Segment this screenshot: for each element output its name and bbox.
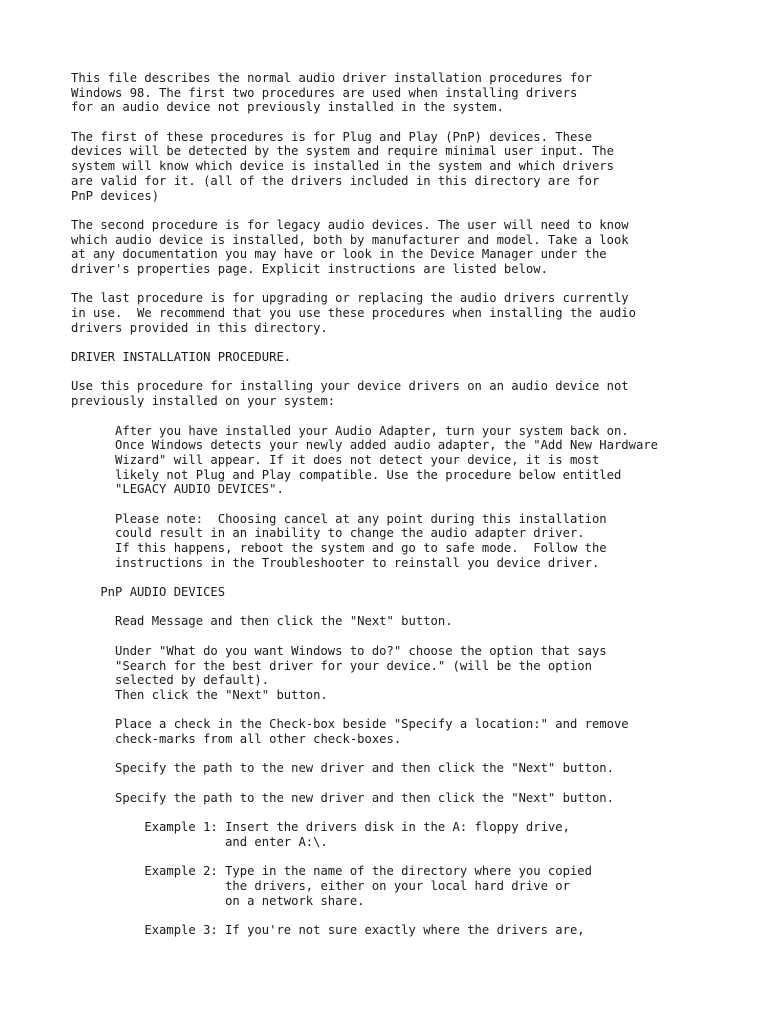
text-line: Example 2: Type in the name of the directory where you copied bbox=[71, 864, 592, 879]
text-line: Specify the path to the new driver and then click the "Next" button. bbox=[71, 790, 614, 805]
text-line: Place a check in the Check-box beside "Specify a location:" and remove bbox=[71, 717, 629, 732]
text-line: which audio device is installed, both by manufacturer and model. Take a look bbox=[71, 232, 629, 247]
text-line: "LEGACY AUDIO DEVICES". bbox=[71, 482, 284, 497]
text-line: After you have installed your Audio Adapter, turn your system back on. bbox=[71, 423, 629, 438]
text-line: on a network share. bbox=[71, 893, 365, 908]
text-line: PnP devices) bbox=[71, 188, 160, 203]
text-line: Example 3: If you're not sure exactly where the drivers are, bbox=[71, 922, 585, 937]
text-line: The last procedure is for upgrading or replacing the audio drivers currently bbox=[71, 291, 629, 306]
text-line: Then click the "Next" button. bbox=[71, 687, 328, 702]
text-line: Wizard" will appear. If it does not detect your device, it is most bbox=[71, 452, 600, 467]
text-line: If this happens, reboot the system and go to safe mode. Follow the bbox=[71, 541, 607, 555]
text-line bbox=[71, 203, 751, 218]
text-line: This file describes the normal audio driver installation procedures for bbox=[71, 71, 592, 85]
text-line: selected by default). bbox=[71, 673, 270, 688]
text-line: Use this procedure for installing your device drivers on an audio device not bbox=[71, 379, 629, 394]
text-line: Once Windows detects your newly added audio adapter, the "Add New Hardware bbox=[71, 438, 658, 453]
text-line: for an audio device not previously installed in the system. bbox=[71, 100, 504, 115]
text-line bbox=[71, 805, 751, 820]
document-body bbox=[71, 71, 751, 938]
text-line: Under "What do you want Windows to do?" choose the option that says bbox=[71, 643, 607, 658]
text-line: and enter A:\. bbox=[71, 834, 328, 849]
text-line: system will know which device is installed in the system and which drivers bbox=[71, 159, 614, 174]
text-line: check-marks from all other check-boxes. bbox=[71, 731, 402, 746]
text-line: DRIVER INSTALLATION PROCEDURE. bbox=[71, 350, 292, 365]
text-line bbox=[71, 600, 751, 615]
text-line bbox=[71, 776, 751, 791]
text-line: the drivers, either on your local hard drive or bbox=[71, 878, 570, 893]
text-line: "Search for the best driver for your device." (will be the option bbox=[71, 658, 592, 673]
text-line: previously installed on your system: bbox=[71, 394, 336, 409]
text-line bbox=[71, 747, 751, 762]
text-line: The first of these procedures is for Plug and Play (PnP) devices. These bbox=[71, 129, 592, 144]
text-line: Please note: Choosing cancel at any point during this installation bbox=[71, 511, 607, 526]
text-line: Example 1: Insert the drivers disk in the A: floppy drive, bbox=[71, 820, 570, 835]
text-line: could result in an inability to change the audio adapter driver. bbox=[71, 526, 585, 541]
text-line: are valid for it. (all of the drivers included in this directory are for bbox=[71, 173, 600, 188]
text-line: likely not Plug and Play compatible. Use the procedure below entitled bbox=[71, 467, 622, 482]
text-line bbox=[71, 335, 751, 350]
text-line: drivers provided in this directory. bbox=[71, 320, 328, 335]
text-line bbox=[71, 908, 751, 923]
text-line bbox=[71, 629, 751, 644]
text-line: Specify the path to the new driver and then click the "Next" button. bbox=[71, 761, 614, 776]
text-line bbox=[71, 703, 751, 718]
text-line: at any documentation you may have or look in the Device Manager under the bbox=[71, 247, 607, 262]
text-line bbox=[71, 849, 751, 864]
text-line: PnP AUDIO DEVICES bbox=[71, 585, 226, 600]
text-line bbox=[71, 115, 751, 130]
text-line bbox=[71, 277, 751, 292]
text-line bbox=[71, 570, 751, 585]
text-line bbox=[71, 365, 751, 380]
text-line: driver's properties page. Explicit instructions are listed below. bbox=[71, 261, 548, 276]
text-line: instructions in the Troubleshooter to reinstall you device driver. bbox=[71, 555, 600, 570]
text-line: devices will be detected by the system and require minimal user input. The bbox=[71, 144, 614, 159]
text-line bbox=[71, 497, 751, 512]
text-line bbox=[71, 409, 751, 424]
text-line: in use. We recommend that you use these procedures when installing the audio bbox=[71, 306, 636, 320]
text-line: Windows 98. The first two procedures are used when installing drivers bbox=[71, 85, 578, 100]
text-line: Read Message and then click the "Next" button. bbox=[71, 614, 453, 629]
text-line: The second procedure is for legacy audio devices. The user will need to know bbox=[71, 217, 629, 232]
